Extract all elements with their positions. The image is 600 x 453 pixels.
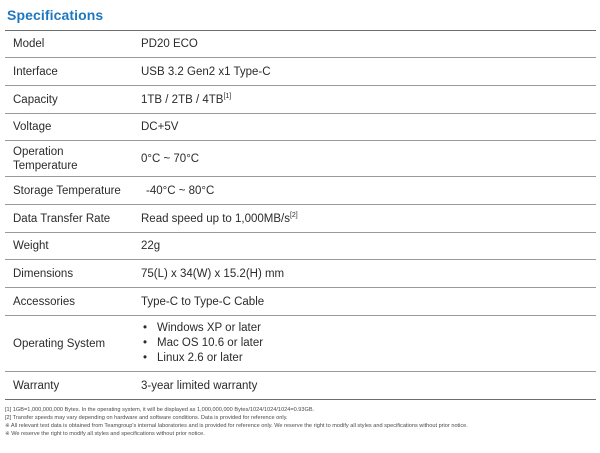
os-list (141, 321, 596, 366)
row-value (133, 205, 596, 233)
table-row-voltage (5, 114, 596, 141)
footnote: [2] Transfer speeds may vary depending on hardware and software conditions. Data is provided for reference only. (5, 415, 288, 421)
footnote: ※ All relevant test data is obtained from Teamgroup's internal laboratories and is provided for reference only. We reserve the right to modify all styles and specifications without prior notice. (5, 423, 468, 429)
row-value: 3-year limited warranty (133, 372, 596, 400)
footnote-ref-2: [2] (289, 211, 298, 219)
row-label: Weight (5, 233, 133, 260)
row-value: USB 3.2 Gen2 x1 Type-C (133, 58, 596, 86)
footnotes (5, 406, 597, 438)
label-line: Temperature (13, 159, 78, 172)
row-value: Type-C to Type-C Cable (133, 288, 596, 316)
row-value: DC+5V (133, 114, 596, 141)
footnote: [1] 1GB=1,000,000,000 Bytes. In the operating system, it will be displayed as 1,000,000,000 Bytes/1024/1024/1024=0.93GB. (5, 407, 315, 413)
row-label: Capacity (5, 86, 133, 114)
row-value: PD20 ECO (133, 31, 596, 58)
row-label: Operating System (5, 316, 133, 372)
list-item: • Linux 2.6 or later (141, 351, 596, 366)
row-label: Warranty (5, 372, 133, 400)
transfer-rate-value: Read speed up to 1,000MB/s (141, 212, 290, 225)
row-value: 22g (133, 233, 596, 260)
table-row-capacity (5, 86, 596, 114)
table-row-interface (5, 58, 596, 86)
row-value: 75(L) x 34(W) x 15.2(H) mm (133, 260, 596, 288)
footnote: ※ We reserve the right to modify all styles and specifications without prior notice. (5, 431, 205, 437)
footnote-ref-1: [1] (223, 92, 232, 100)
table-row-storage-temperature (5, 177, 596, 205)
capacity-value: 1TB / 2TB / 4TB (141, 93, 224, 106)
row-label (5, 141, 133, 177)
row-label: Model (5, 31, 133, 58)
row-label: Voltage (5, 114, 133, 141)
row-value (133, 86, 596, 114)
table-row-data-transfer-rate (5, 205, 596, 233)
list-item: • Windows XP or later (141, 321, 596, 336)
label-line: Operation (13, 145, 64, 158)
row-label: Accessories (5, 288, 133, 316)
row-value: -40°C ~ 80°C (133, 177, 596, 205)
row-label: Interface (5, 58, 133, 86)
table-row-operating-system (5, 316, 596, 372)
specifications-table (5, 30, 596, 400)
row-value: 0°C ~ 70°C (133, 141, 596, 177)
table-row-dimensions (5, 260, 596, 288)
table-row-operation-temperature (5, 141, 596, 177)
row-label: Dimensions (5, 260, 133, 288)
table-row-warranty (5, 372, 596, 400)
list-item: • Mac OS 10.6 or later (141, 336, 596, 351)
row-label: Data Transfer Rate (5, 205, 133, 233)
page-title: Specifications (7, 7, 104, 23)
table-row-weight (5, 233, 596, 260)
row-value (133, 316, 596, 372)
table-row-accessories (5, 288, 596, 316)
row-label: Storage Temperature (5, 177, 133, 205)
table-row-model (5, 31, 596, 58)
